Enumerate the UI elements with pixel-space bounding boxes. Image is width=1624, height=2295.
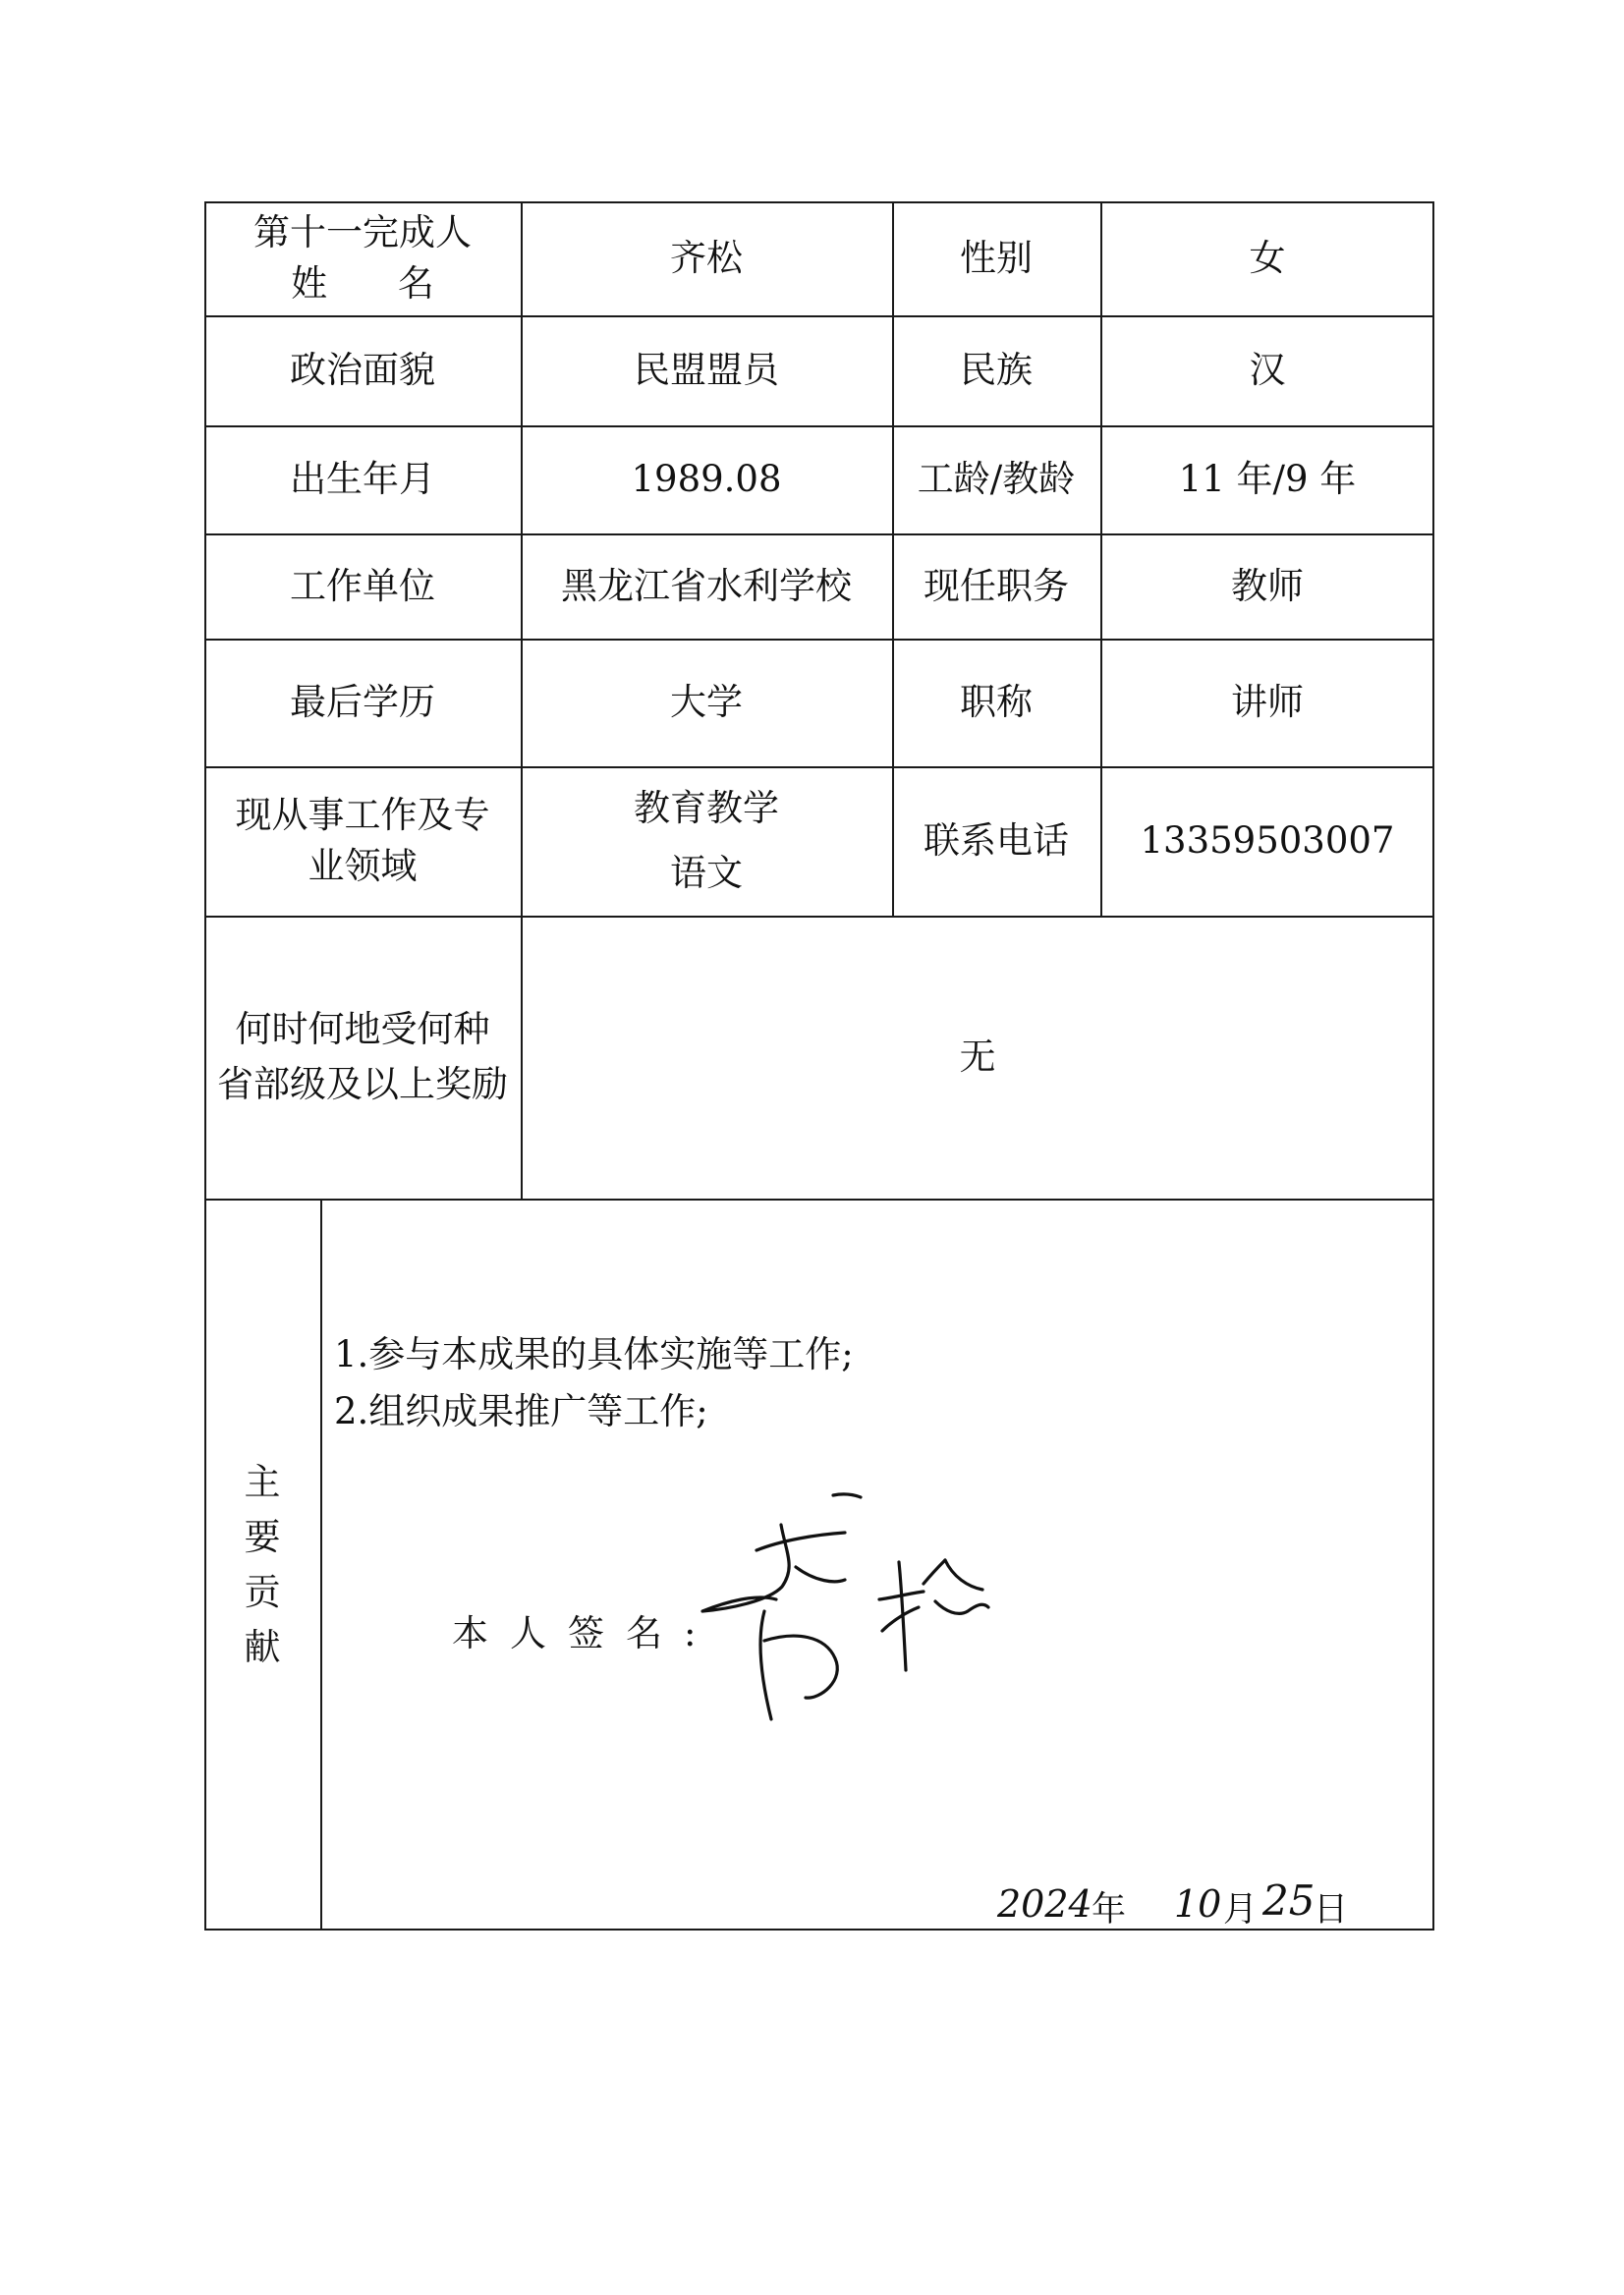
date-day: 25 [1262, 1876, 1316, 1925]
professional-title-value: 讲师 [1231, 681, 1304, 724]
education-value: 大学 [670, 681, 743, 724]
field-of-work-value-line2: 语文 [670, 852, 743, 894]
gender-label: 性别 [960, 237, 1033, 280]
field-of-work-value-cell [521, 766, 892, 916]
signature-label: 本人签名: [452, 1612, 718, 1654]
name-label: 姓 名 [291, 262, 434, 305]
date-day-unit: 日 [1314, 1890, 1349, 1930]
field-of-work-label-line1: 现从事工作及专 [235, 794, 490, 837]
contribution-label-char: 献 [244, 1625, 281, 1668]
contribution-label-char: 要 [244, 1515, 281, 1558]
awards-value: 无 [959, 1036, 996, 1079]
education-label: 最后学历 [290, 681, 435, 724]
contribution-list [334, 1326, 854, 1440]
phone-value: 13359503007 [1140, 819, 1395, 863]
work-unit-value: 黑龙江省水利学校 [561, 564, 852, 607]
awards-label-line1: 何时何地受何种 [235, 1008, 490, 1050]
date-year: 2024 [997, 1882, 1092, 1926]
work-unit-label: 工作单位 [290, 564, 435, 607]
political-status-label: 政治面貌 [290, 349, 435, 392]
awards-label-cell [204, 916, 521, 1199]
field-of-work-label-line2: 业领域 [308, 845, 418, 887]
field-of-work-value-line1: 教育教学 [634, 787, 779, 829]
awards-label-line2: 省部级及以上奖励 [217, 1063, 508, 1105]
seniority-value: 11 年/9 年 [1178, 458, 1357, 501]
name-value: 齐松 [670, 237, 743, 280]
date-month-unit: 月 [1223, 1890, 1259, 1930]
field-of-work-label-cell [204, 766, 521, 916]
completer-rank-label: 第十一完成人 [253, 211, 472, 254]
date-year-unit: 年 [1092, 1890, 1127, 1930]
political-status-value: 民盟盟员 [634, 349, 779, 392]
birth-date-label: 出生年月 [290, 458, 435, 501]
birth-date-value: 1989.08 [631, 458, 782, 501]
row-divider [204, 1199, 1434, 1201]
gender-value: 女 [1249, 237, 1286, 280]
column-divider [320, 1199, 322, 1931]
contribution-label-char: 主 [244, 1460, 281, 1503]
current-position-value: 教师 [1231, 564, 1304, 607]
professional-title-label: 职称 [960, 681, 1033, 724]
ethnicity-value: 汉 [1249, 349, 1286, 392]
seniority-label: 工龄/教龄 [917, 458, 1076, 501]
main-contribution-label [204, 1199, 320, 1931]
handwritten-signature [688, 1464, 1002, 1759]
contribution-item: 2.组织成果推广等工作; [334, 1390, 708, 1432]
date-month: 10 [1174, 1882, 1222, 1926]
ethnicity-label: 民族 [960, 349, 1033, 392]
contribution-item: 1.参与本成果的具体实施等工作; [334, 1333, 854, 1375]
phone-label: 联系电话 [924, 819, 1069, 863]
current-position-label: 现任职务 [924, 564, 1069, 607]
signature-date [997, 1876, 1371, 1935]
contribution-label-char: 贡 [244, 1570, 281, 1613]
name-label-cell [204, 201, 521, 315]
